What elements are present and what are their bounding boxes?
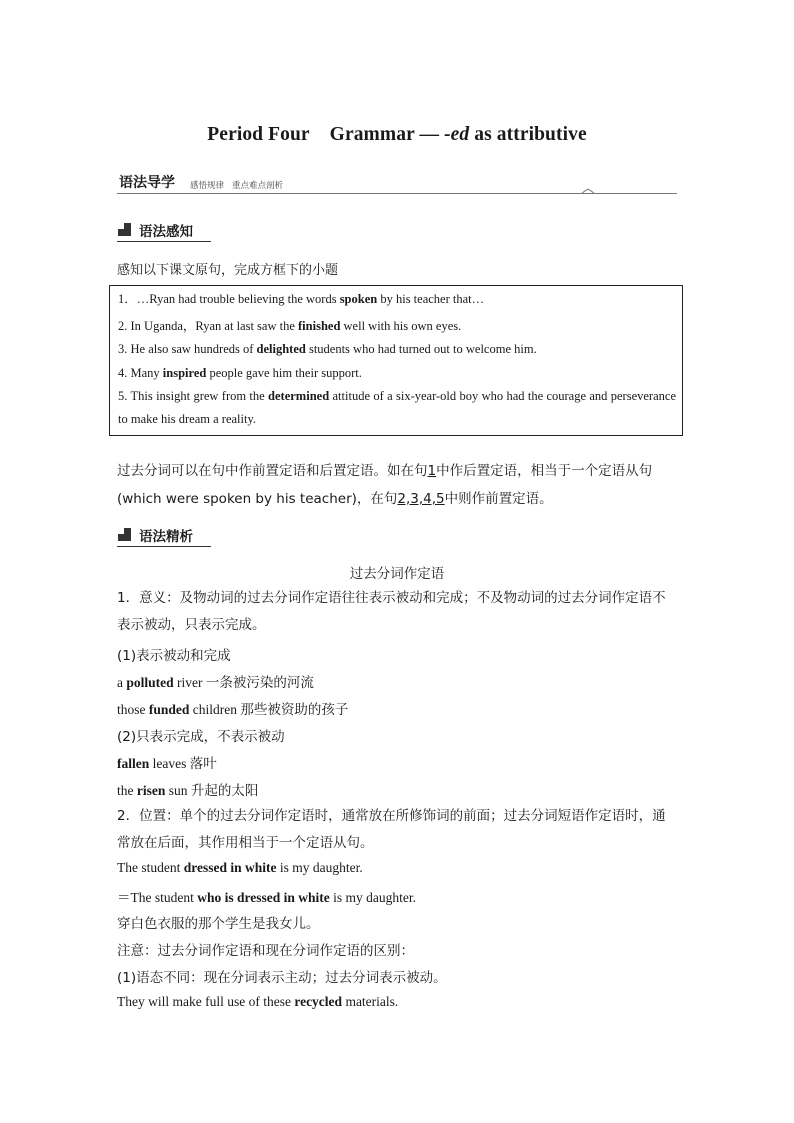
- example-sentence-2: 2. In Uganda，Ryan at last saw the finished well with his own eyes.: [118, 319, 462, 333]
- example-dressed: The student dressed in white is my daughter.: [117, 860, 363, 875]
- banner-notch-icon: [582, 188, 594, 196]
- page-title: Period Four Grammar — -ed as attributive: [207, 124, 587, 145]
- subsection-title: 过去分词作定语: [349, 566, 445, 582]
- example-sentences-box: [109, 285, 683, 436]
- example-sentence-4: 4. Many inspired people gave him their support.: [118, 366, 362, 380]
- square-bullet-icon: [118, 223, 131, 236]
- section-heading-analysis: 语法精析: [117, 524, 211, 547]
- point-position: 2．位置：单个的过去分词作定语时，通常放在所修饰词的前面；过去分词短语作定语时，通常放在后面，其作用相当于一个定语从句。: [117, 808, 666, 851]
- banner-title: 语法导学: [119, 175, 175, 191]
- example-sentence-5: 5. This insight grew from the determined attitude of a six-year-old boy who had the courage and perseverance to make his dream a reality.: [118, 389, 676, 426]
- example-polluted: a polluted river 一条被污染的河流: [117, 675, 314, 690]
- example-sentence-1: 1．…Ryan had trouble believing the words spoken by his teacher that…: [118, 292, 485, 306]
- section-banner: [117, 172, 677, 196]
- example-sentence-3: 3. He also saw hundreds of delighted students who had turned out to welcome him.: [118, 342, 537, 356]
- example-dressed-translation: 穿白色衣服的那个学生是我女儿。: [117, 916, 320, 932]
- square-bullet-icon: [118, 528, 131, 541]
- sub-point-1: (1)表示被动和完成: [117, 648, 231, 664]
- summary-paragraph: 过去分词可以在句中作前置定语和后置定语。如在句1中作后置定语，相当于一个定语从句(which were spoken by his teacher)，在句2,3,4,5中则作前置定语。: [117, 463, 653, 507]
- note: 注意：过去分词作定语和现在分词作定语的区别：: [117, 943, 414, 959]
- section-heading-perception: 语法感知: [117, 219, 211, 242]
- example-funded: those funded children 那些被资助的孩子: [117, 702, 349, 717]
- example-risen: the risen sun 升起的太阳: [117, 783, 259, 798]
- example-fallen: fallen leaves 落叶: [117, 756, 217, 771]
- example-dressed-clause: ＝The student who is dressed in white is my daughter.: [117, 890, 417, 905]
- section-intro: 感知以下课文原句，完成方框下的小题: [117, 263, 339, 278]
- note-point-1: (1)语态不同：现在分词表示主动；过去分词表示被动。: [117, 970, 447, 986]
- example-recycled: They will make full use of these recycled materials.: [117, 994, 399, 1009]
- point-meaning: 1．意义：及物动词的过去分词作定语往往表示被动和完成；不及物动词的过去分词作定语不表示被动，只表示完成。: [117, 590, 666, 633]
- sub-point-2: (2)只表示完成，不表示被动: [117, 729, 285, 745]
- banner-subtitle: 感悟规律 重点难点剖析: [190, 181, 284, 191]
